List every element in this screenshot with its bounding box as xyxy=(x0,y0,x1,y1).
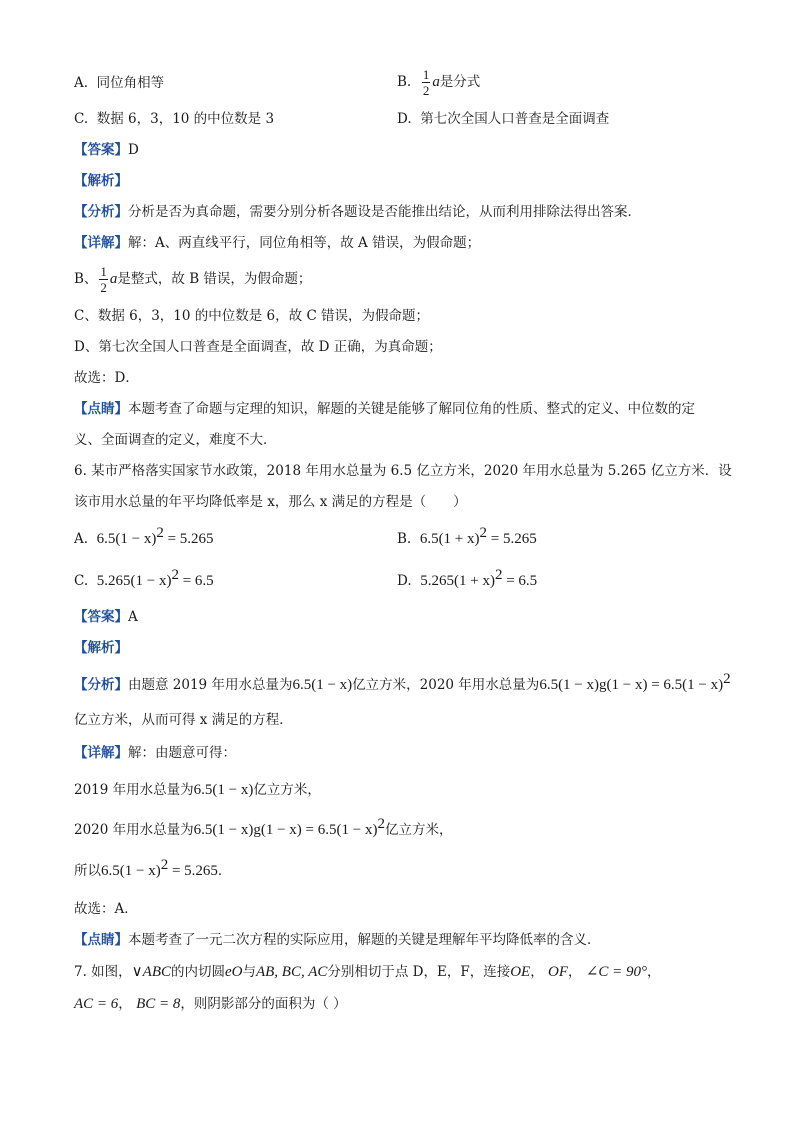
q6-line-2020: 2020 年用水总量为$6.5(1 - x)g(1 - x) = 6.5(1 - x)^2$亿立方米， xyxy=(74,816,453,838)
q6-stem-line2: 该市用水总量的年平均降低率是 x，那么 x 满足的方程是（ ） xyxy=(74,494,467,510)
fraction: $\frac{1}{2}$ xyxy=(422,67,430,98)
q5-xiangjie-c: C、数据 6，3，10 的中位数是 6，故 C 错误，为假命题； xyxy=(74,308,430,324)
q5-option-b: B. $\frac{1}{2}$ a是分式 xyxy=(397,67,481,98)
q6-line-2019: 2019 年用水总量为6.5(1 − x)亿立方米， xyxy=(74,782,321,798)
q5-dianjing-line1: 【点睛】本题考查了命题与定理的知识，解题的关键是能够了解同位角的性质、整式的定义、中位数的定 xyxy=(74,401,695,417)
q6-dianjing: 【点睛】本题考查了一元二次方程的实际应用，解题的关键是理解年平均降低率的含义． xyxy=(74,932,601,948)
q5-answer: 【答案】D xyxy=(74,142,139,158)
q6-so: 所以$6.5(1 - x)^2 = 5.265$． xyxy=(74,857,232,879)
q5-xiangjie-d: D、第七次全国人口普查是全面调查，故 D 正确，为真命题； xyxy=(74,339,442,355)
q7-stem-line2: AC = 6， BC = 8，则阴影部分的面积为（ ） xyxy=(74,996,347,1012)
q5-choose: 故选：D． xyxy=(74,370,139,386)
q5-analysis-heading: 【解析】 xyxy=(74,173,128,189)
q6-fenxi-line2: 亿立方米，从而可得 x 满足的方程． xyxy=(74,712,293,728)
q5-option-d: D. 第七次全国人口普查是全面调查 xyxy=(397,111,610,127)
q5-dianjing-line2: 义、全面调查的定义，难度不大． xyxy=(74,432,277,448)
q6-option-c: C. $5.265(1 - x)^2 = 6.5$ xyxy=(74,567,214,589)
q6-stem-line1: 6. 某市严格落实国家节水政策，2018 年用水总量为 6.5 亿立方米，2020 年用水总量为 5.265 亿立方米．设 xyxy=(74,463,732,479)
q5-option-a: A. 同位角相等 xyxy=(74,75,165,91)
q6-option-d: D. $5.265(1 + x)^2 = 6.5$ xyxy=(397,567,538,589)
q6-xiangjie: 【详解】解：由题意可得： xyxy=(74,745,236,761)
q6-choose: 故选：A． xyxy=(74,901,138,917)
q7-stem-line1: 7. 如图，∨ABC的内切圆eO与AB, BC, AC分别相切于点 D，E，F，连接OE， OF， ∠C = 90°， xyxy=(74,964,661,980)
q5-xiangjie-b: B、 $\frac{1}{2}$ a是整式，故 B 错误，为假命题； xyxy=(74,264,312,295)
q5-option-c: C. 数据 6，3，10 的中位数是 3 xyxy=(74,111,275,127)
q6-fenxi-line1: 【分析】由题意 2019 年用水总量为6.5(1 − x)亿立方米，2020 年用水总量为$6.5(1 - x)g(1 - x) = 6.5(1 - x)^2$ xyxy=(74,671,731,693)
q5-fenxi: 【分析】分析是否为真命题，需要分别分析各题设是否能推出结论，从而利用排除法得出答案． xyxy=(74,204,641,220)
q6-answer: 【答案】A xyxy=(74,609,138,625)
q6-option-a: A. $6.5(1 - x)^2 = 5.265$ xyxy=(74,525,214,547)
q6-option-b: B. $6.5(1 + x)^2 = 5.265$ xyxy=(397,525,537,547)
fraction: $\frac{1}{2}$ xyxy=(100,264,107,295)
q6-analysis-heading: 【解析】 xyxy=(74,640,128,656)
q5-xiangjie-a: 【详解】解：A、两直线平行，同位角相等，故 A 错误，为假命题； xyxy=(74,235,481,251)
